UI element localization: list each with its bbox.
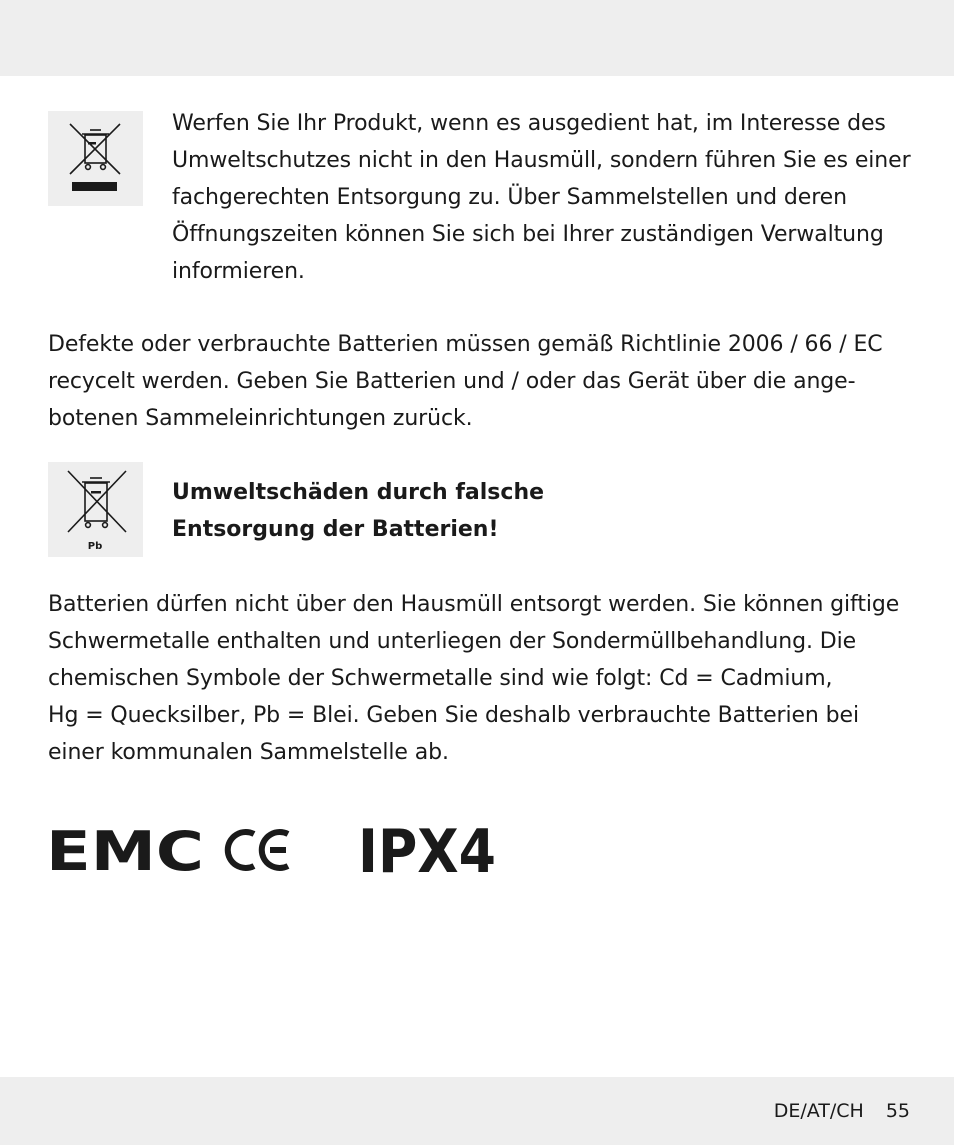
heading-line: Entsorgung der Batterien! [172, 517, 499, 542]
text-line: Hg = Quecksilber, Pb = Blei. Geben Sie deshalb verbrauchte Batterien bei [48, 703, 859, 728]
heavy-metals-paragraph [48, 586, 899, 771]
text-line: Batterien dürfen nicht über den Hausmüll entsorgt werden. Sie können giftige [48, 592, 900, 617]
heading-line: Umweltschäden durch falsche [172, 480, 545, 505]
page-number: 55 [885, 1100, 910, 1122]
battery-bin-graphic [48, 462, 143, 557]
ce-mark-icon [228, 832, 288, 868]
page-footer [774, 1099, 910, 1123]
text-line: einer kommunalen Sammelstelle ab. [48, 740, 449, 765]
text-line: Werfen Sie Ihr Produkt, wenn es ausgedient hat, im Interesse des [172, 111, 886, 136]
text-line: fachgerechten Entsorgung zu. Über Sammelstellen und deren [172, 185, 847, 210]
text-line: chemischen Symbole der Schwermetalle sind wie folgt: Cd = Cadmium, [48, 666, 833, 691]
top-band [0, 0, 954, 76]
marks-graphic [46, 818, 506, 880]
weee-bin-graphic [48, 111, 143, 206]
text-line: botenen Sammeleinrichtungen zurück. [48, 406, 473, 431]
text-line: Defekte oder verbrauchte Batterien müssen gemäß Richtlinie 2006 / 66 / EC [48, 332, 883, 357]
text-line: Schwermetalle enthalten und unterliegen der Sondermüllbehandlung. Die [48, 629, 857, 654]
ipx4-mark: IPX4 [358, 818, 496, 880]
disposal-paragraph [172, 105, 911, 290]
region-label: DE/AT/CH [773, 1100, 864, 1122]
warning-heading [172, 474, 544, 548]
emc-mark: EMC [46, 820, 204, 880]
text-line: Umweltschutzes nicht in den Hausmüll, sondern führen Sie es einer [172, 148, 911, 173]
text-line: recycelt werden. Geben Sie Batterien und / oder das Gerät über die ange- [48, 369, 856, 394]
battery-directive-paragraph [48, 326, 883, 437]
certification-marks [46, 818, 506, 880]
pb-label: Pb [87, 541, 103, 552]
battery-bin-pb-icon [48, 462, 143, 557]
weee-bin-icon [48, 111, 143, 206]
text-line: Öffnungszeiten können Sie sich bei Ihrer zuständigen Verwaltung [172, 222, 884, 247]
text-line: informieren. [172, 259, 305, 284]
